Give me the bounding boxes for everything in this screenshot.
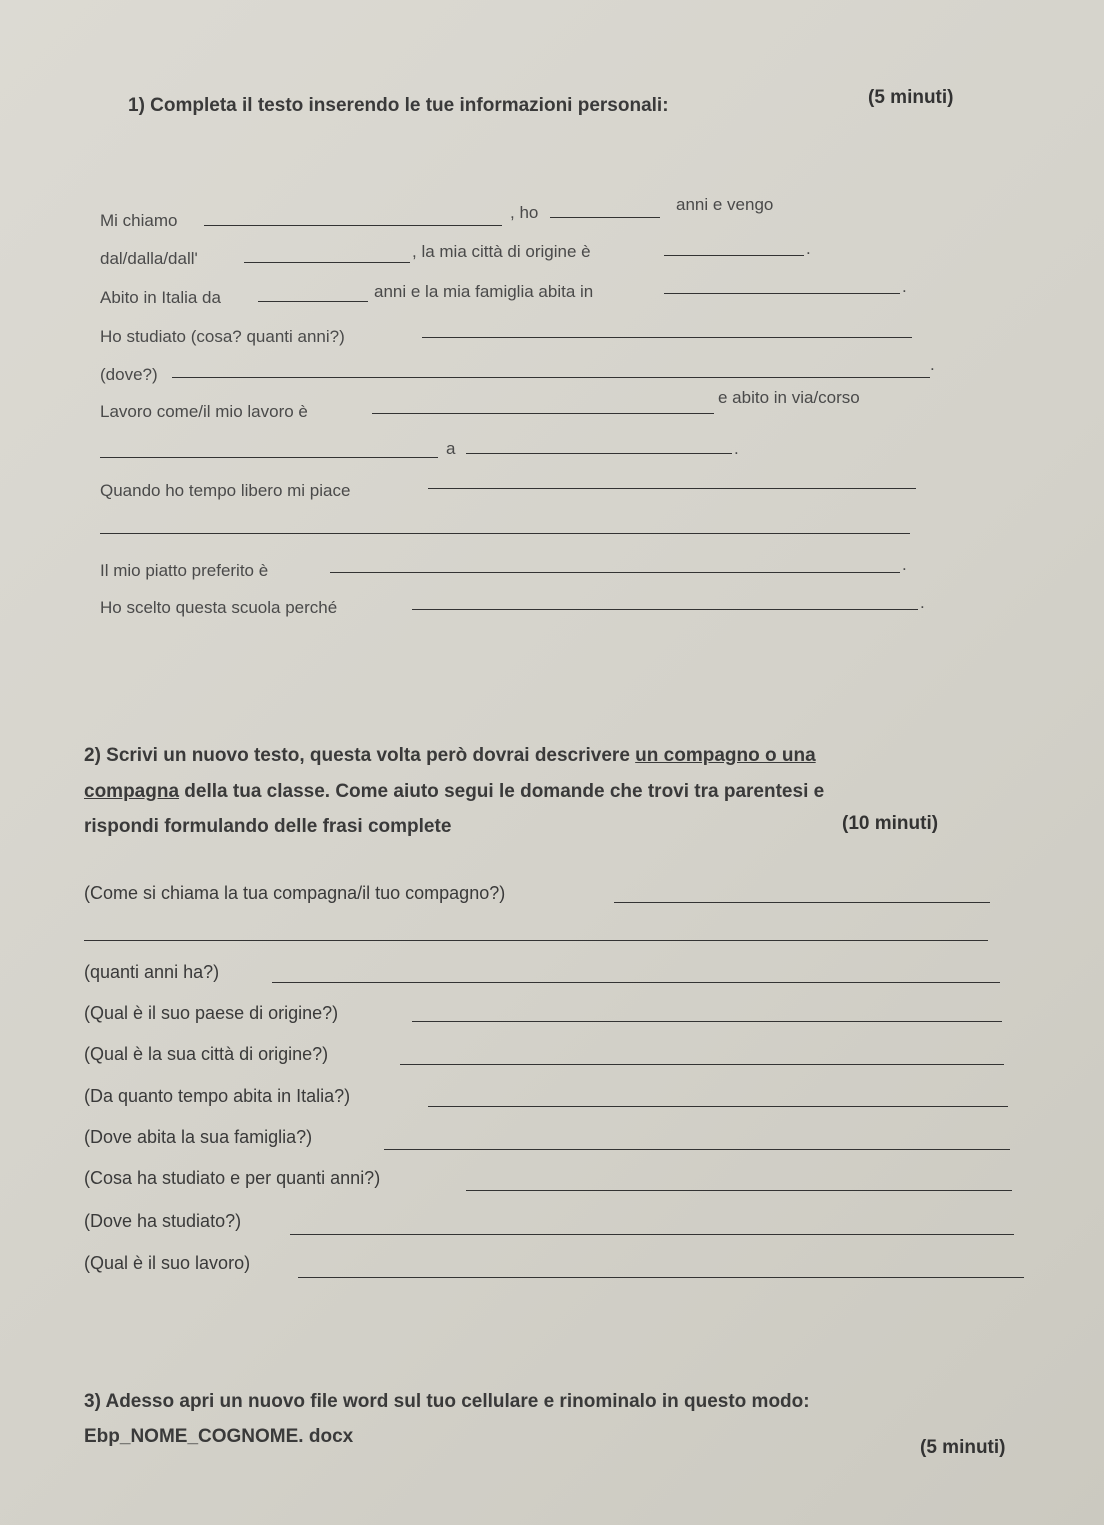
form-label: , la mia città di origine è [412, 242, 591, 261]
form-label: Il mio piatto preferito è [100, 561, 269, 580]
blank-line[interactable] [422, 337, 912, 338]
form-label: , ho [510, 203, 539, 222]
form-label: Quando ho tempo libero mi piace [100, 481, 351, 500]
answer-line[interactable] [428, 1106, 1008, 1107]
answer-line[interactable] [384, 1149, 1010, 1150]
blank-line[interactable] [100, 457, 438, 458]
answer-line[interactable] [412, 1021, 1002, 1022]
blank-line[interactable] [172, 377, 930, 378]
form-label: Ho scelto questa scuola perché [100, 598, 338, 617]
blank-line[interactable] [100, 533, 910, 534]
form-label: dal/dalla/dall' [100, 249, 198, 268]
question: (Cosa ha studiato e per quanti anni?) [84, 1168, 381, 1188]
blank-line[interactable] [428, 488, 916, 489]
form-label: . [902, 277, 907, 296]
question: (Qual è la sua città di origine?) [84, 1044, 329, 1064]
form-label: anni e la mia famiglia abita in [374, 282, 594, 301]
answer-line[interactable] [84, 940, 988, 941]
answer-line[interactable] [298, 1277, 1024, 1278]
answer-line[interactable] [290, 1234, 1014, 1235]
blank-line[interactable] [258, 301, 368, 302]
exercise-2-instructions: rispondi formulando delle frasi complete [84, 816, 452, 837]
blank-line[interactable] [664, 293, 900, 294]
blank-line[interactable] [466, 453, 732, 454]
question: (quanti anni ha?) [84, 962, 220, 982]
form-label: . [930, 355, 935, 374]
exercise-1-time: (5 minuti) [868, 87, 954, 108]
blank-line[interactable] [412, 609, 918, 610]
answer-line[interactable] [466, 1190, 1012, 1191]
form-label: . [920, 593, 925, 612]
form-label: anni e vengo [676, 195, 774, 214]
exercise-3-filename: Ebp_NOME_COGNOME. docx [84, 1426, 354, 1447]
answer-line[interactable] [400, 1064, 1004, 1065]
form-label: . [902, 555, 907, 574]
form-label: Ho studiato (cosa? quanti anni?) [100, 327, 345, 346]
blank-line[interactable] [330, 572, 900, 573]
answer-line[interactable] [272, 982, 1000, 983]
form-label: . [806, 239, 811, 258]
form-label: . [734, 439, 739, 458]
blank-line[interactable] [244, 262, 410, 263]
form-label: Mi chiamo [100, 211, 178, 230]
question: (Da quanto tempo abita in Italia?) [84, 1086, 351, 1106]
form-label: e abito in via/corso [718, 388, 860, 407]
blank-line[interactable] [550, 217, 660, 218]
exercise-2-instructions: compagna della tua classe. Come aiuto segui le domande che trovi tra parentesi e [84, 781, 825, 802]
exercise-2-instructions: 2) Scrivi un nuovo testo, questa volta però dovrai descrivere un compagno o una [84, 745, 816, 766]
answer-line[interactable] [614, 902, 990, 903]
question: (Qual è il suo paese di origine?) [84, 1003, 339, 1023]
blank-line[interactable] [664, 255, 804, 256]
question: (Qual è il suo lavoro) [84, 1253, 251, 1273]
form-label: a [446, 439, 456, 458]
exercise-3-instructions: 3) Adesso apri un nuovo file word sul tuo cellulare e rinominalo in questo modo: [84, 1391, 810, 1412]
form-label: (dove?) [100, 365, 158, 384]
blank-line[interactable] [372, 413, 714, 414]
blank-line[interactable] [204, 225, 502, 226]
form-label: Abito in Italia da [100, 288, 221, 307]
exercise-2-time: (10 minuti) [842, 813, 939, 834]
question: (Dove abita la sua famiglia?) [84, 1127, 313, 1147]
exercise-1-title: 1) Completa il testo inserendo le tue informazioni personali: [128, 95, 669, 116]
question: (Dove ha studiato?) [84, 1211, 242, 1231]
exercise-3-time: (5 minuti) [920, 1437, 1006, 1458]
question: (Come si chiama la tua compagna/il tuo compagno?) [84, 883, 506, 903]
form-label: Lavoro come/il mio lavoro è [100, 402, 308, 421]
